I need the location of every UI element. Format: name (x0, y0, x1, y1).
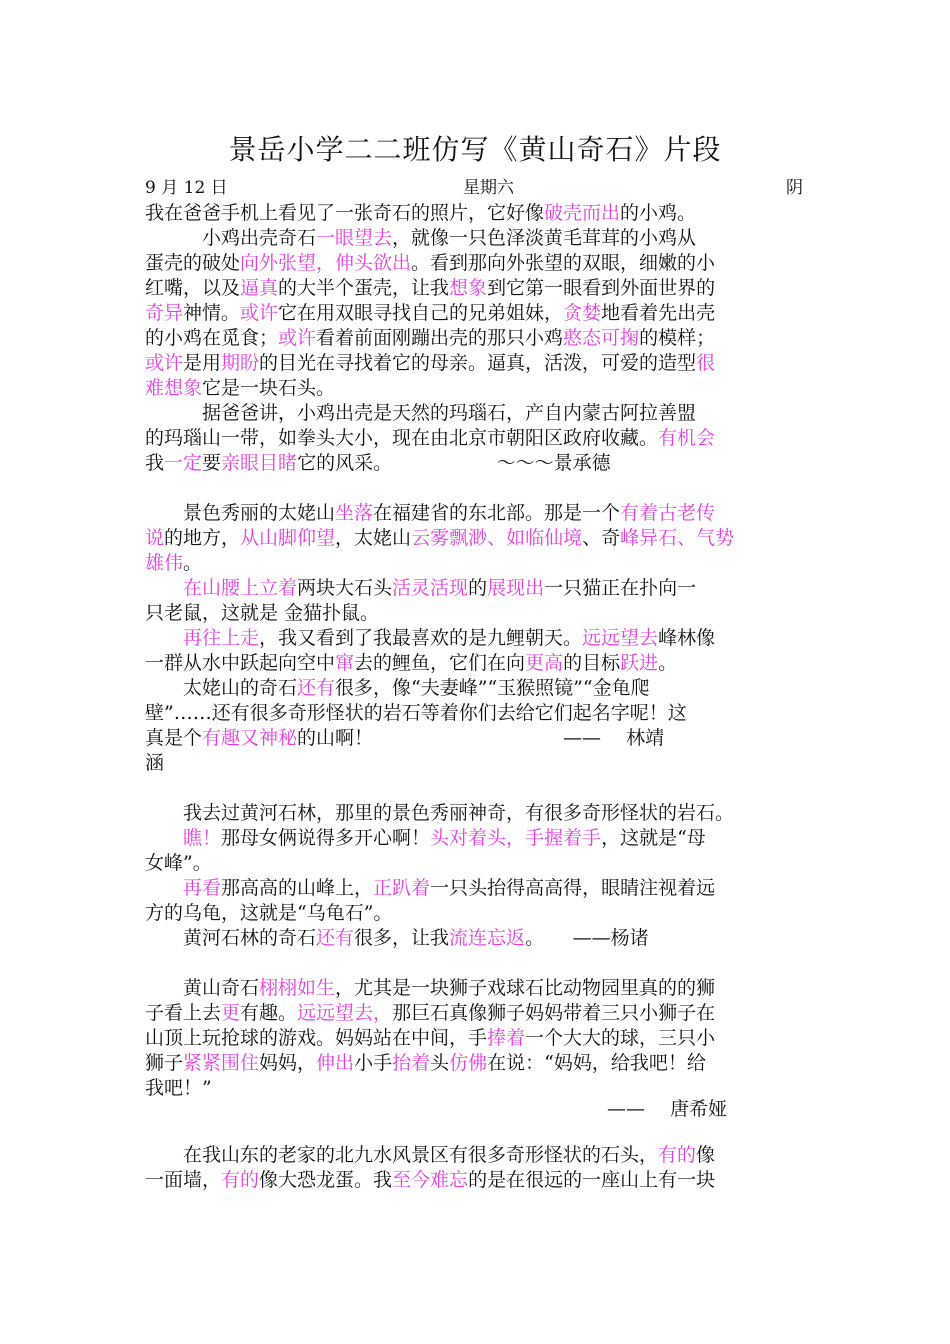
highlighted-phrase: 仿佛 (449, 1052, 488, 1074)
text-segment: 的玛瑙山一带，如拳头大小，现在由北京市朝阳区政府收藏。 (145, 427, 659, 449)
highlighted-phrase: 捧着 (487, 1027, 526, 1049)
text-segment: 。看到那向外张望的双眼，细嫩的小 (411, 252, 716, 274)
text-line (145, 1050, 810, 1076)
highlighted-phrase: 期盼 (221, 352, 260, 374)
text-segment: ，就像一只色泽淡黄毛茸茸的小鸡从 (392, 227, 697, 249)
text-segment: 一只猫正在扑向一 (544, 577, 697, 599)
text-segment: 像大恐龙蛋。我 (259, 1169, 393, 1191)
text-segment: 的 (468, 577, 488, 599)
text-segment: 我 (145, 452, 165, 474)
highlighted-phrase: 云雾飘渺、如临仙境 (411, 527, 583, 549)
text-segment: 神情。 (183, 302, 241, 324)
highlighted-phrase: 瞧！ (183, 827, 222, 849)
highlighted-phrase: 在山腰上立着 (183, 577, 298, 599)
text-segment: 女峰”。 (145, 852, 212, 874)
highlighted-phrase: 紧紧围住 (183, 1052, 260, 1074)
text-line (145, 575, 810, 601)
text-segment: ，我又看到了我最喜欢的是九鲤朝天。 (259, 627, 583, 649)
text-segment: 的模样； (639, 327, 716, 349)
text-segment: 那巨石真像狮子妈妈带着三只小狮子在 (392, 1002, 716, 1024)
text-line (145, 525, 810, 551)
text-segment: 在福建省的东北部。那是一个 (373, 502, 621, 524)
text-segment: 一群从水中跃起向空中 (145, 652, 336, 674)
text-segment: 涵 (145, 752, 165, 774)
highlighted-phrase: 有趣又神秘 (202, 727, 298, 749)
text-segment: 。 (183, 552, 203, 574)
text-segment: 真是个 (145, 727, 203, 749)
text-segment: 太姥山的奇石 (145, 677, 298, 699)
highlighted-phrase: 流连忘返 (449, 927, 526, 949)
text-segment (145, 577, 183, 599)
text-segment: 景色秀丽的太姥山 (145, 502, 336, 524)
text-segment: ，这就是“母 (601, 827, 706, 849)
text-line (145, 475, 810, 501)
text-segment: 一个大大的球，三只小 (525, 1027, 716, 1049)
text-line (145, 925, 810, 951)
author-signature: —— 唐希娅 (607, 1098, 728, 1120)
highlighted-phrase: 更高 (525, 652, 564, 674)
text-segment: 只老鼠，这就是 金猫扑鼠。 (145, 602, 380, 624)
text-segment: 妈妈， (259, 1052, 317, 1074)
text-segment: 小鸡出壳奇石 (145, 227, 317, 249)
text-segment: 黄河石林的奇石 (145, 927, 317, 949)
highlighted-phrase: 有的 (658, 1144, 697, 1166)
highlighted-phrase: 憨态可掬 (563, 327, 640, 349)
text-segment: 要 (202, 452, 222, 474)
text-segment: 黄山奇石 (145, 977, 260, 999)
highlighted-phrase: 奇异 (145, 302, 184, 324)
text-segment: 地看着先出壳 (601, 302, 716, 324)
text-segment: 红嘴，以及 (145, 277, 241, 299)
highlighted-phrase: 跃进 (620, 652, 659, 674)
text-line (145, 775, 810, 801)
text-line (145, 750, 810, 776)
text-line (145, 650, 810, 676)
text-line (145, 825, 810, 851)
highlighted-phrase: 坐落 (335, 502, 374, 524)
text-segment: 那母女俩说得多开心啊！ (221, 827, 431, 849)
text-line (145, 300, 810, 326)
highlighted-phrase: 贪婪 (563, 302, 602, 324)
text-segment: 的目光在寻找着它的母亲。逼真，活泼，可爱的造型 (259, 352, 697, 374)
highlighted-phrase: 亲眼目睹 (221, 452, 298, 474)
text-segment: 很多，像“夫妻峰”“玉猴照镜”“金龟爬 (335, 677, 650, 699)
text-segment: 、奇 (582, 527, 621, 549)
text-line (145, 850, 810, 876)
text-segment: 它在用双眼寻找自己的兄弟姐妹， (278, 302, 564, 324)
highlighted-phrase: 伸出 (316, 1052, 355, 1074)
text-segment: 看着前面刚蹦出壳的那只小鸡 (316, 327, 564, 349)
highlighted-phrase: 还有 (316, 927, 355, 949)
text-line (145, 1000, 810, 1026)
highlighted-phrase: 或许 (145, 352, 184, 374)
text-segment: 一只头抬得高高得，眼睛注视着远 (430, 877, 716, 899)
highlighted-phrase: 雄伟 (145, 552, 184, 574)
highlighted-phrase: 一眼望去 (316, 227, 393, 249)
highlighted-phrase: 正趴着 (373, 877, 431, 899)
weather-text: 阴 (786, 178, 803, 198)
highlighted-phrase: 远远望去 (582, 627, 659, 649)
text-segment: 的地方， (164, 527, 241, 549)
text-segment: 小手 (354, 1052, 393, 1074)
highlighted-phrase: 抬着 (392, 1052, 431, 1074)
highlighted-phrase: 头对着头，手握着手 (430, 827, 602, 849)
text-segment: 很多，让我 (354, 927, 450, 949)
text-segment: 子看上去 (145, 1002, 222, 1024)
text-segment: 。 ——杨诸 (525, 927, 649, 949)
highlighted-phrase: 还有 (297, 677, 336, 699)
highlighted-phrase: 栩栩如生 (259, 977, 336, 999)
date-text: 9 月 12 日 (145, 178, 228, 198)
text-segment: 的小鸡。 (620, 202, 697, 224)
text-line (145, 1167, 810, 1193)
highlighted-phrase: 或许 (278, 327, 317, 349)
text-segment (145, 627, 183, 649)
text-line (145, 800, 810, 826)
text-segment: 有趣。 (240, 1002, 298, 1024)
text-line (145, 875, 810, 901)
text-segment: 壁”……还有很多奇形怪状的岩石等着你们去给它们起名字呢！这 (145, 702, 687, 724)
text-segment (145, 877, 183, 899)
text-segment (145, 827, 183, 849)
highlighted-phrase: 更 (221, 1002, 241, 1024)
text-segment: 在说：“妈妈，给我吧！给 (487, 1052, 706, 1074)
weekday-text: 星期六 (463, 178, 514, 198)
highlighted-phrase: 很 (696, 352, 716, 374)
text-line (145, 200, 810, 226)
text-line (145, 500, 810, 526)
dateline (145, 176, 807, 200)
text-line (145, 1025, 810, 1051)
text-segment: ，太姥山 (335, 527, 412, 549)
text-segment: 的小鸡在觅食； (145, 327, 279, 349)
text-line (145, 725, 810, 751)
highlighted-phrase: 从山脚仰望 (240, 527, 336, 549)
text-segment: 它的风采。 ～～～景承德 (297, 452, 611, 474)
highlighted-phrase: 破壳而出 (544, 202, 621, 224)
highlighted-phrase: 再看 (183, 877, 222, 899)
text-segment: 去的鲤鱼，它们在向 (354, 652, 526, 674)
text-line (145, 600, 810, 626)
text-line (145, 375, 810, 401)
highlighted-phrase: 至今难忘 (392, 1169, 469, 1191)
text-line (145, 250, 810, 276)
text-segment: 我吧！” (145, 1077, 212, 1099)
highlighted-phrase: 逼真 (240, 277, 279, 299)
highlighted-phrase: 向外张望，伸头欲出 (240, 252, 412, 274)
text-line (145, 325, 810, 351)
text-segment: 是用 (183, 352, 222, 374)
text-segment: 在我山东的老家的北九水风景区有很多奇形怪状的石头， (145, 1144, 659, 1166)
text-line (145, 975, 810, 1001)
text-line (145, 550, 810, 576)
text-segment: 我在爸爸手机上看见了一张奇石的照片，它好像 (145, 202, 545, 224)
text-segment: 头 (430, 1052, 450, 1074)
highlighted-phrase: 说 (145, 527, 165, 549)
highlighted-phrase: 或许 (240, 302, 279, 324)
text-segment: 到它第一眼看到外面世界的 (487, 277, 716, 299)
text-line (145, 900, 810, 926)
text-line (145, 225, 810, 251)
text-line (145, 1142, 810, 1168)
text-segment: 的山啊！ —— 林靖 (297, 727, 665, 749)
text-segment: ，尤其是一块狮子戏球石比动物园里真的的狮 (335, 977, 716, 999)
text-segment: 像 (696, 1144, 716, 1166)
text-segment: 一面墙， (145, 1169, 222, 1191)
text-segment: 。 (658, 652, 678, 674)
text-line (145, 275, 810, 301)
highlighted-phrase: 一定 (164, 452, 203, 474)
highlighted-phrase: 活灵活现 (392, 577, 469, 599)
text-segment: 峰林像 (658, 627, 716, 649)
text-segment: 那高高的山峰上， (221, 877, 374, 899)
page-title: 景岳小学二二班仿写《黄山奇石》片段 (228, 133, 722, 166)
highlighted-phrase: 有的 (221, 1169, 260, 1191)
text-segment: 我去过黄河石林，那里的景色秀丽神奇，有很多奇形怪状的岩石。 (145, 802, 735, 824)
text-segment: 的目标 (563, 652, 621, 674)
text-segment: 两块大石头 (297, 577, 393, 599)
highlighted-phrase: 展现出 (487, 577, 545, 599)
text-segment: 蛋壳的破处 (145, 252, 241, 274)
highlighted-phrase: 有机会 (658, 427, 716, 449)
text-line (145, 350, 810, 376)
highlighted-phrase: 难想象 (145, 377, 203, 399)
highlighted-phrase: 峰异石、气势 (620, 527, 735, 549)
text-segment: 方的乌龟，这就是“乌龟石”。 (145, 902, 393, 924)
text-line (145, 425, 810, 451)
text-line (145, 625, 810, 651)
text-segment: 狮子 (145, 1052, 184, 1074)
highlighted-phrase: 窜 (335, 652, 355, 674)
highlighted-phrase: 想象 (449, 277, 488, 299)
text-segment: 它是一块石头。 (202, 377, 336, 399)
text-line (145, 700, 810, 726)
text-segment: 的大半个蛋壳，让我 (278, 277, 450, 299)
highlighted-phrase: 再往上走 (183, 627, 260, 649)
text-segment: 的是在很远的一座山上有一块 (468, 1169, 716, 1191)
text-line (145, 950, 810, 976)
text-line (145, 400, 810, 426)
highlighted-phrase: 远远望去， (297, 1002, 393, 1024)
text-segment: 山顶上玩抢球的游戏。妈妈站在中间，手 (145, 1027, 488, 1049)
text-line (145, 675, 810, 701)
highlighted-phrase: 有着古老传 (620, 502, 716, 524)
text-segment: 据爸爸讲，小鸡出壳是天然的玛瑙石，产自内蒙古阿拉善盟 (145, 402, 697, 424)
text-line (145, 450, 810, 476)
